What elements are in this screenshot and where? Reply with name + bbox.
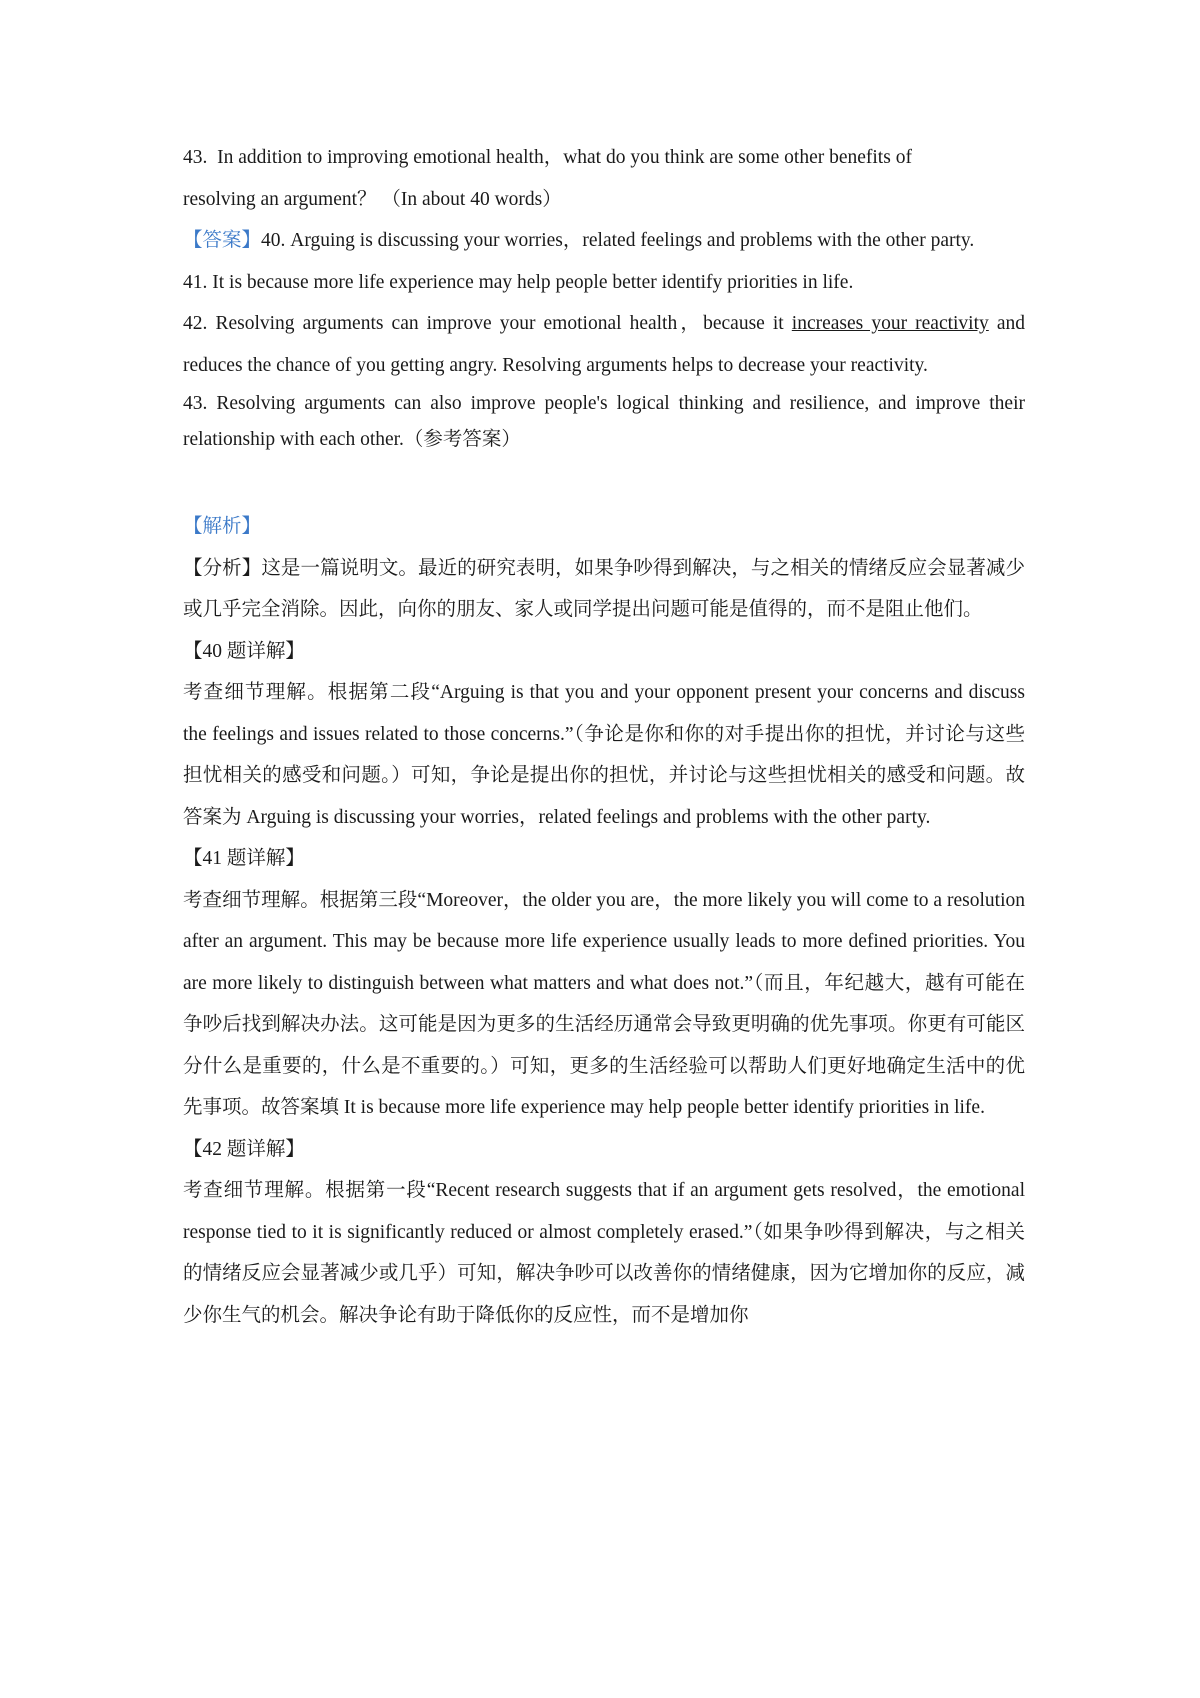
answer-tag: 【答案】: [183, 230, 262, 251]
question-number: 43.: [183, 147, 208, 168]
q40-explanation: 考查细节理解。根据第二段“Arguing is that you and your opponent present your concerns and discuss the feelings and issues related to those concerns.”（争论是你和你的对手提出你的担忧，并讨论与这些担忧相关的感受和问题。）可知，争论是提出你的担忧，并讨论与这些担忧相关的感受和问题。故答案为 Arguing is discussing your worries，related feelings and problems with the other party.: [183, 682, 1025, 828]
spacer: [183, 458, 1025, 506]
answer-42-pre: 42. Resolving arguments can improve your emotional health，because it: [183, 313, 792, 334]
summary-text: 这是一篇说明文。最近的研究表明，如果争吵得到解决，与之相关的情绪反应会显著减少或几乎完全消除。因此，向你的朋友、家人或同学提出问题可能是值得的，而不是阻止他们。: [183, 557, 1025, 620]
summary-tag: 【分析】: [183, 557, 262, 579]
analysis-summary: [183, 548, 1025, 631]
analysis-tag: 【解析】: [183, 516, 262, 537]
q40-heading: 【40 题详解】: [183, 640, 305, 662]
q42-heading: 【42 题详解】: [183, 1138, 305, 1160]
answer-42: [183, 303, 1025, 386]
answer-42-post: and reduces the chance of you getting angry. Resolving arguments helps to decrease your reactivity.: [183, 313, 1025, 376]
q41-explanation: 考查细节理解。根据第三段“Moreover，the older you are，the more likely you will come to a resolution after an argument. This may be because more life experience usually leads to more defined priorities. You are more likely to distinguish between what matters and what does not.”（而且，年纪越大，越有可能在争吵后找到解决办法。这可能是因为更多的生活经历通常会导致更明确的优先事项。你更有可能区分什么是重要的，什么是不重要的。）可知，更多的生活经验可以帮助人们更好地确定生活中的优先事项。故答案填 It is because more life experience may help people better identify priorities in life.: [183, 889, 1025, 1118]
question-text-line1: In addition to improving emotional health，what do you think are some other benefits of: [217, 147, 912, 168]
answer-41: 41. It is because more life experience may help people better identify priorities in life.: [183, 271, 854, 293]
answer-40: [183, 220, 1025, 262]
answer-40-text: 40. Arguing is discussing your worries，related feelings and problems with the other party.: [261, 230, 975, 251]
answer-43: 43. Resolving arguments can also improve people's logical thinking and resilience, and improve their relationship with each other.（参考答案）: [183, 393, 1025, 450]
question-43: [183, 137, 1025, 220]
question-text-line2: resolving an argument？ （In about 40 words）: [183, 188, 562, 210]
answer-42-underlined: increases your reactivity: [791, 313, 989, 334]
q41-heading: 【41 题详解】: [183, 848, 305, 869]
q42-explanation: 考查细节理解。根据第一段“Recent research suggests that if an argument gets resolved，the emotional response tied to it is significantly reduced or almost completely erased.”（如果争吵得到解决，与之相关的情绪反应会显著减少或几乎）可知，解决争吵可以改善你的情绪健康，因为它增加你的反应，减少你生气的机会。解决争论有助于降低你的反应性，而不是增加你: [183, 1180, 1025, 1326]
document-page: [183, 137, 1025, 1336]
